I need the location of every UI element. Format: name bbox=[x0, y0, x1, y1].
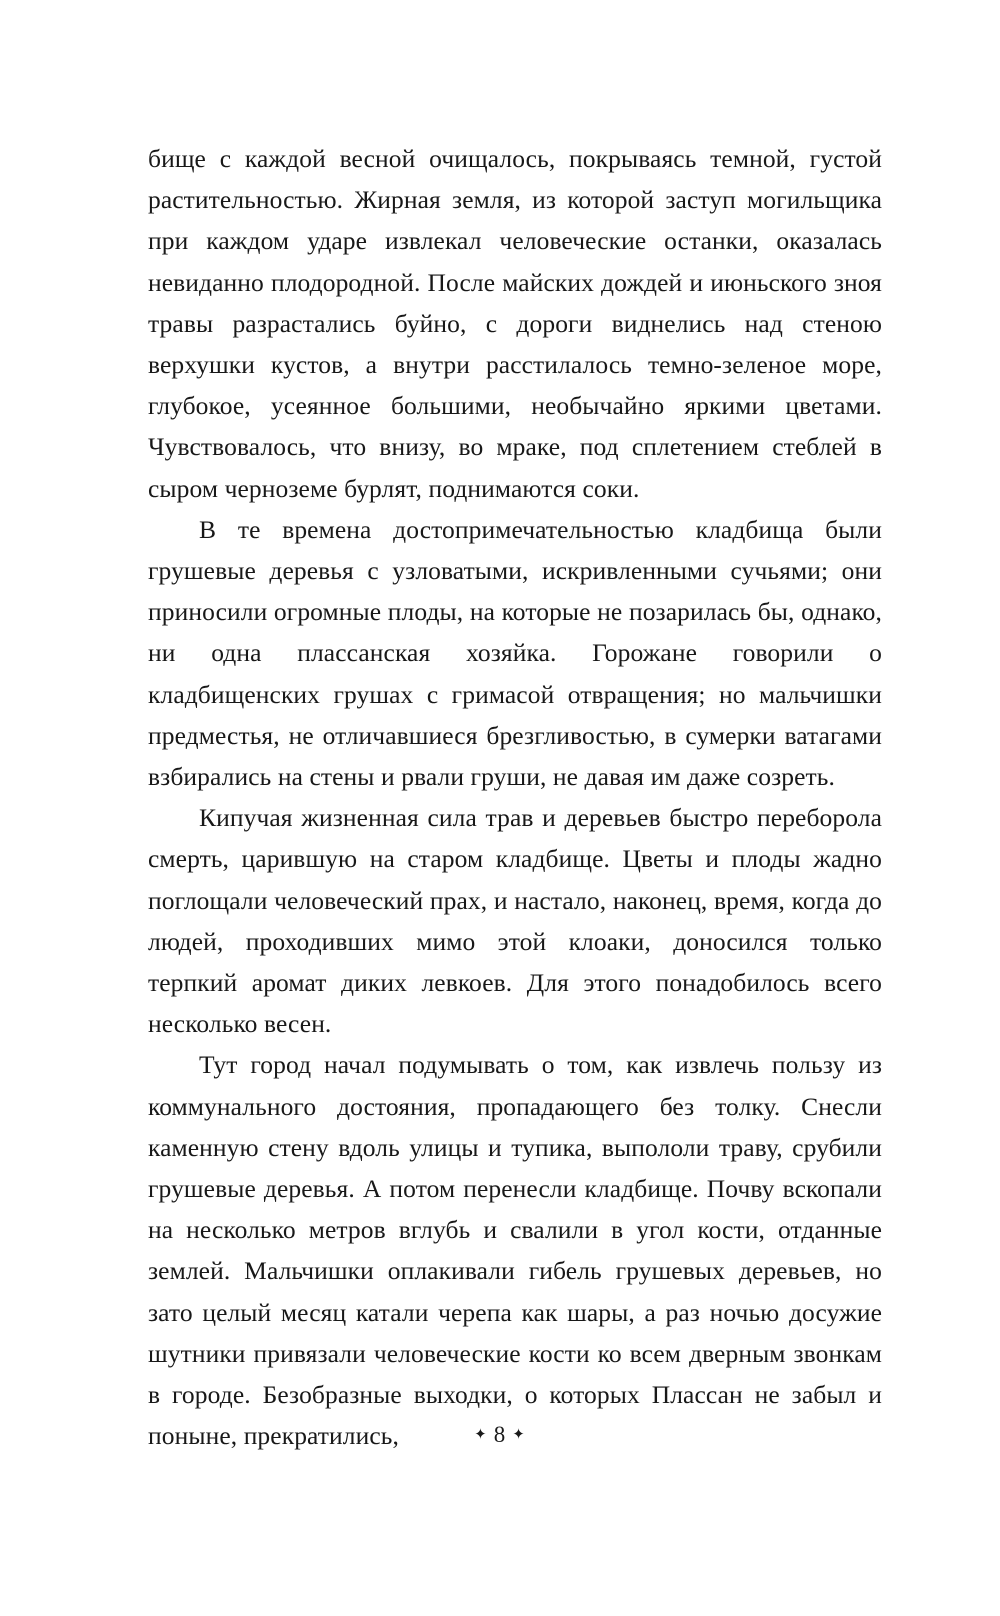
page-footer bbox=[0, 1420, 1000, 1448]
ornament-right-icon: ✦ bbox=[512, 1426, 526, 1443]
paragraph: В те времена достопримечательностью кладбища были грушевые деревья с узловатыми, искривленными сучьями; они приносили огромные плоды, на которые не позарилась бы, однако, ни одна плассанская хозяйка. Горожане говорили о кладбищенских грушах с гримасой отвращения; но мальчишки предместья, не отличавшиеся брезгливостью, в сумерки ватагами взбирались на стены и рвали груши, не давая им даже созреть. bbox=[148, 514, 882, 792]
page-body bbox=[148, 138, 882, 1457]
paragraph-continuation: бище с каждой весной очищалось, покрываясь темной, густой растительностью. Жирная земля, из которой заступ могильщика при каждом ударе извлекал человеческие останки, оказалась невиданно плодородной. После майских дождей и июньского зноя травы разрастались буйно, с дороги виднелись над стеною верхушки кустов, а внутри расстилалось темно-зеленое море, глубокое, усеянное большими, необычайно яркими цветами. Чувствовалось, что внизу, во мраке, под сплетением стеблей в сыром черноземе бурлят, поднимаются соки. bbox=[148, 144, 882, 503]
paragraph: Тут город начал подумывать о том, как извлечь пользу из коммунального достояния, пропадающего без толку. Снесли каменную стену вдоль улицы и тупика, выпололи траву, срубили грушевые деревья. А потом перенесли кладбище. Почву вскопали на несколько метров вглубь и свалили в угол кости, отданные землей. Мальчишки оплакивали гибель грушевых деревьев, но зато целый месяц катали черепа как шары, а раз ночью досужие шутники привязали человеческие кости ко всем дверным звонкам в городе. Безобразные выходки, о которых Плассан не забыл и поныне, прекратились, bbox=[148, 1050, 882, 1451]
page-number bbox=[474, 1420, 526, 1448]
page-number-value: 8 bbox=[493, 1422, 507, 1447]
paragraph: Кипучая жизненная сила трав и деревьев быстро переборола смерть, царившую на старом кладбище. Цветы и плоды жадно поглощали человеческий прах, и настало, наконец, время, когда до людей, проходивших мимо этой клоаки, доносился только терпкий аромат диких левкоев. Для этого понадобилось всего несколько весен. bbox=[148, 803, 882, 1039]
ornament-left-icon: ✦ bbox=[474, 1426, 488, 1443]
